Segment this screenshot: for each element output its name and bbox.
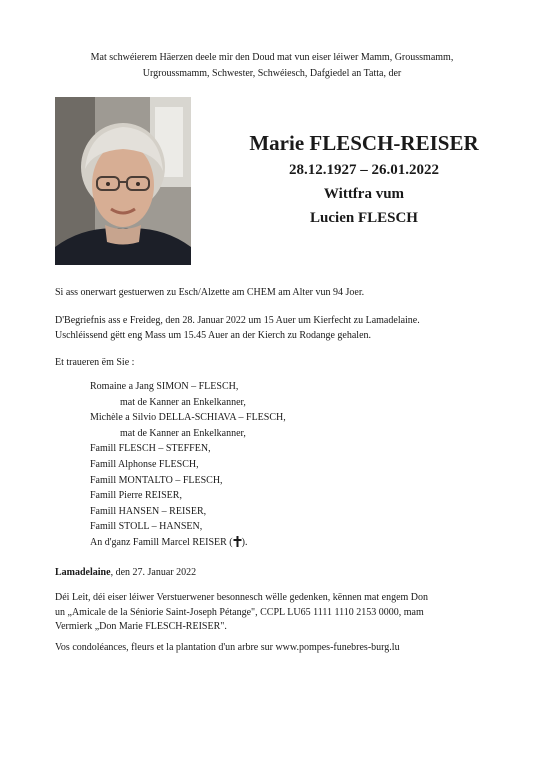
list-item: Romaine a Jang SIMON – FLESCH, [90, 381, 239, 392]
closing-date: , den 27. Januar 2022 [110, 567, 197, 578]
condolences-text: Vos condoléances, fleurs et la plantation d'un arbre sur www.pompes-funebres-burg.lu [55, 642, 400, 653]
intro-line-1: Mat schwéierem Häerzen deele mir den Doud mat vun eiser léiwer Mamm, Groussmamm, [90, 52, 454, 63]
donation-line-2: un „Amicale de la Séniorie Saint-Joseph Pétange", CCPL LU65 1111 1110 2153 0000, mam [55, 606, 424, 618]
funeral-line-2: Uschléissend gëtt eng Mass um 15.45 Auer an der Kierch zu Rodange gehalen. [55, 329, 372, 341]
list-item: Famill FLESCH – STEFFEN, [90, 443, 211, 455]
last-mourner-close: ). [241, 536, 248, 548]
intro-line-2: Urgroussmamm, Schwester, Schwéiesch, Dafgiedel an Tatta, der [142, 67, 402, 79]
mourners-list [90, 379, 420, 553]
funeral-info [55, 314, 500, 343]
deceased-header [214, 128, 514, 230]
intro-text [40, 50, 504, 81]
deceased-name: Marie FLESCH-REISER [249, 131, 479, 155]
list-item: Famill STOLL – HANSEN, [90, 521, 203, 533]
donation-line-1: Déi Leit, déi eiser léiwer Verstuerwener besonnesch wëlle gedenken, kënnen mat engem Don [55, 592, 429, 603]
last-mourner-text: An d'ganz Famill Marcel REISER ( [90, 536, 233, 548]
list-item [90, 535, 420, 553]
mourners-intro: Et traueren ëm Sie : [55, 357, 135, 368]
widow-label: Wittfra vum [323, 186, 405, 202]
portrait-photo [55, 97, 191, 265]
donation-line-3: Vermierk „Don Marie FLESCH-REISER". [55, 621, 227, 633]
cross-icon [233, 536, 242, 553]
list-item: Famill Alphonse FLESCH, [90, 458, 199, 470]
list-item: mat de Kanner an Enkelkanner, [120, 396, 246, 408]
list-item: Famill Pierre REISER, [90, 490, 182, 502]
husband-name: Lucien FLESCH [310, 210, 418, 226]
passing-text: Si ass onerwart gestuerwen zu Esch/Alzette am CHEM am Alter vun 94 Joer. [55, 287, 365, 298]
list-item: mat de Kanner an Enkelkanner, [120, 427, 246, 439]
life-dates: 28.12.1927 – 26.01.2022 [289, 162, 439, 178]
closing-place: Lamadelaine [55, 567, 111, 578]
closing-dateline [55, 566, 500, 581]
list-item: Famill MONTALTO – FLESCH, [90, 474, 223, 486]
list-item: Michèle a Silvio DELLA-SCHIAVA – FLESCH, [90, 412, 286, 424]
donation-text [55, 591, 500, 635]
funeral-line-1: D'Begriefnis ass e Freideg, den 28. Januar 2022 um 15 Auer um Kierfecht zu Lamadelaine. [55, 315, 420, 326]
list-item: Famill HANSEN – REISER, [90, 505, 207, 517]
